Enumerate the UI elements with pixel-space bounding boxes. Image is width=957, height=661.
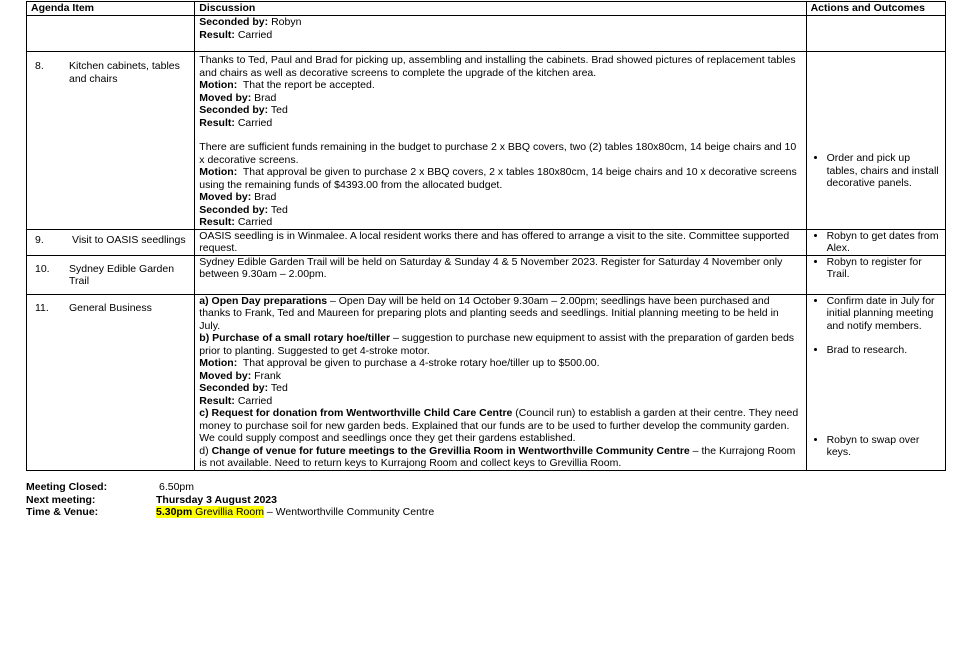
agenda-cell xyxy=(27,294,195,470)
agenda-cell xyxy=(27,229,195,255)
motion-label: Motion: xyxy=(199,166,238,178)
section-b-heading: b) Purchase of a small rotary hoe/tiller xyxy=(199,332,391,344)
actions-list xyxy=(811,230,941,255)
moved-value: Frank xyxy=(254,369,281,382)
seconded-label: Seconded by: xyxy=(199,104,269,116)
moved-value: Brad xyxy=(254,91,277,104)
motion-text: That approval be given to purchase 2 x BBQ covers, 2 x tables 180x80cm, 14 beige chairs and 10 x decorative screens using the remaining funds of $4393.00 from the allocated budget. xyxy=(199,166,797,191)
header-discussion: Discussion xyxy=(195,2,806,16)
item-title: General Business xyxy=(69,301,152,314)
result-label: Result: xyxy=(199,28,235,41)
header-agenda-item: Agenda Item xyxy=(27,2,195,16)
minutes-table xyxy=(26,1,946,471)
section-a-heading: a) Open Day preparations xyxy=(199,294,328,307)
section-c-text: (Council run) to establish a garden at their centre. They need money to purchase soil for new garden beds. Explained that our funds are to be used to further develop the community garden. We could supply compost and seedlings once they get their gardens established. xyxy=(199,407,799,444)
discussion-cell xyxy=(195,52,806,230)
actions-cell xyxy=(806,255,945,294)
seconded-value: Ted xyxy=(270,382,288,394)
motion-text: That approval be given to purchase a 4-stroke rotary hoe/tiller up to $500.00. xyxy=(242,357,600,369)
item-number: 9. xyxy=(35,233,44,246)
section-b xyxy=(199,332,801,357)
action-item: • Brad to research. xyxy=(827,344,941,357)
seconded-label: Seconded by: xyxy=(199,382,269,394)
meeting-footer xyxy=(26,481,434,519)
table-header-row xyxy=(27,2,946,16)
discussion-paragraph: OASIS seedling is in Winmalee. A local resident works there and has offered to arrange a visit to the site. Committee supported request. xyxy=(199,229,790,254)
result-value: Carried xyxy=(237,394,273,407)
header-actions: Actions and Outcomes xyxy=(806,2,945,16)
seconded-value: Ted xyxy=(270,104,288,116)
action-item: • Robyn to get dates from Alex. xyxy=(827,230,941,255)
discussion-cell xyxy=(195,16,806,52)
action-item: • Confirm date in July for initial planning meeting and notify members. xyxy=(827,295,941,333)
moved-value: Brad xyxy=(254,191,277,203)
item-title: Visit to OASIS seedlings xyxy=(72,233,186,246)
section-b-text: – suggestion to purchase new equipment to assist with the preparation of garden beds prior to planting. Suggested to get 4-stroke motor. xyxy=(199,332,795,357)
discussion-cell xyxy=(195,229,806,255)
item-number: 10. xyxy=(35,262,50,275)
result-value: Carried xyxy=(237,116,273,129)
meeting-closed-label: Meeting Closed: xyxy=(26,481,108,493)
section-d-prefix: d) xyxy=(199,444,212,457)
table-row xyxy=(27,255,946,294)
motion-label: Motion: xyxy=(199,79,238,91)
moved-label: Moved by: xyxy=(199,191,252,203)
item-title: Kitchen cabinets, tables and chairs xyxy=(69,60,180,85)
moved-label: Moved by: xyxy=(199,91,252,104)
discussion-paragraph: Sydney Edible Garden Trail will be held on Saturday & Sunday 4 & 5 November 2023. Register for Saturday 4 November only between 9.30am – 2.00pm. xyxy=(199,255,783,280)
table-row xyxy=(27,229,946,255)
result-label: Result: xyxy=(199,216,235,228)
venue-highlight: 5.30pm Grevillia Room xyxy=(156,506,264,518)
actions-cell xyxy=(806,229,945,255)
action-item: • Order and pick up tables, chairs and install decorative panels. xyxy=(827,152,941,190)
table-row xyxy=(27,52,946,230)
next-meeting-label: Next meeting: xyxy=(26,493,96,506)
agenda-cell xyxy=(27,52,195,230)
table-row xyxy=(27,16,946,52)
seconded-label: Seconded by: xyxy=(199,203,269,216)
time-venue-value xyxy=(156,506,434,519)
agenda-cell xyxy=(27,16,195,52)
discussion-paragraph: Thanks to Ted, Paul and Brad for picking up, assembling and installing the cabinets. Brad showed pictures of replacement tables and chairs as well as decorative screens to complete the upgrade of the kitchen area. xyxy=(199,54,796,79)
next-meeting-value: Thursday 3 August 2023 xyxy=(156,493,277,506)
section-d-heading: Change of venue for future meetings to the Grevillia Room in Wentworthville Community Centre xyxy=(211,444,690,457)
agenda-cell xyxy=(27,255,195,294)
item-number: 11. xyxy=(35,301,49,314)
actions-list xyxy=(811,152,941,190)
result-label: Result: xyxy=(199,116,235,129)
result-value: Carried xyxy=(237,216,273,228)
venue-rest: – Wentworthville Community Centre xyxy=(263,506,435,518)
item-title: Sydney Edible Garden Trail xyxy=(69,262,175,287)
section-d-text: – the Kurrajong Room is not available. Need to return keys to Kurrajong Room and collect keys to Grevillia Room. xyxy=(199,444,796,469)
motion-label: Motion: xyxy=(199,357,238,369)
section-a-text: – Open Day will be held on 14 October 9.30am – 2.00pm; seedlings have been purchased and thanks to Frank, Ted and Maureen for preparing plots and planting seeds and seedlings. Initial planning meeting to be held in July. xyxy=(199,294,779,332)
discussion-cell xyxy=(195,255,806,294)
seconded-label: Seconded by: xyxy=(199,16,269,28)
action-item: • Robyn to register for Trail. xyxy=(827,256,941,281)
seconded-value: Ted xyxy=(270,203,288,216)
result-label: Result: xyxy=(199,394,235,407)
section-d xyxy=(199,445,801,470)
actions-cell xyxy=(806,294,945,470)
actions-cell xyxy=(806,16,945,52)
seconded-value: Robyn xyxy=(271,16,302,28)
section-c-heading: c) Request for donation from Wentworthville Child Care Centre xyxy=(199,407,513,419)
section-c xyxy=(199,407,801,445)
meeting-closed-value: 6.50pm xyxy=(159,481,195,493)
moved-label: Moved by: xyxy=(199,369,252,382)
actions-list xyxy=(811,256,941,281)
actions-list xyxy=(811,295,941,459)
time-venue-label: Time & Venue: xyxy=(26,506,99,518)
actions-cell xyxy=(806,52,945,230)
discussion-cell xyxy=(195,294,806,470)
discussion-paragraph: There are sufficient funds remaining in the budget to purchase 2 x BBQ covers, two (2) tables 180x80cm, 14 beige chairs and 10 x decorative screens. xyxy=(199,141,797,166)
result-value: Carried xyxy=(237,28,273,41)
section-a xyxy=(199,295,801,333)
action-item: • Robyn to swap over keys. xyxy=(827,434,941,459)
table-row xyxy=(27,294,946,470)
motion-text: That the report be accepted. xyxy=(242,79,375,91)
item-number: 8. xyxy=(35,60,44,72)
